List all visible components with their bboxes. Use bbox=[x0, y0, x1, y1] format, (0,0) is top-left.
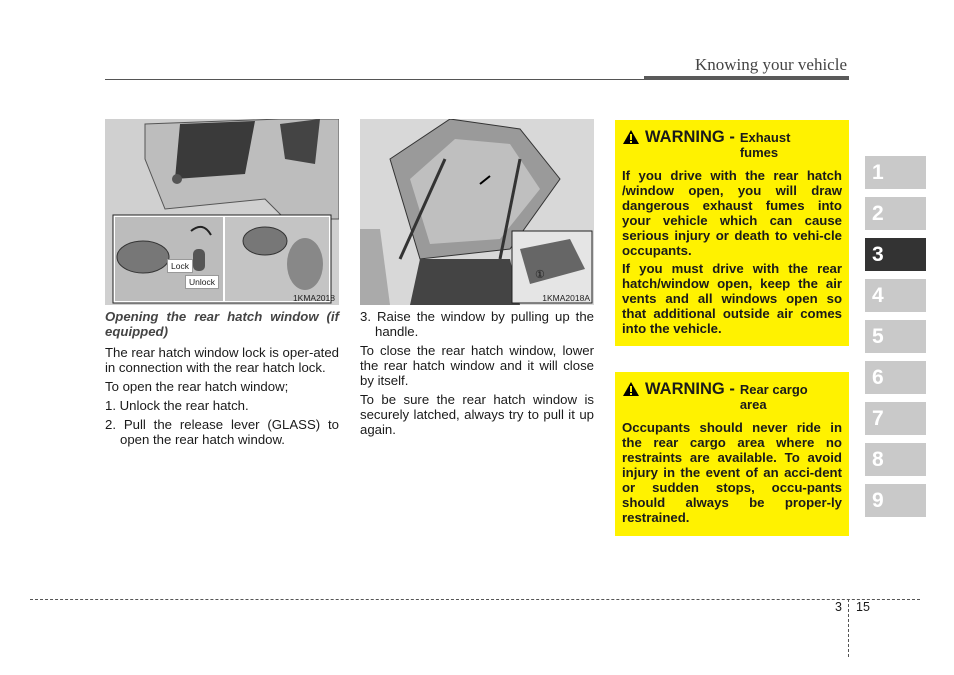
warning-paragraph: Occupants should never ride in the rear cargo area where no restraints are available. To avoid injury in the event of an acci-dent or sudden stops, occu-pants should always be proper-ly restrained. bbox=[622, 420, 842, 525]
figure-rear-hatch-lock bbox=[105, 119, 339, 305]
warning-paragraph: If you drive with the rear hatch /window open, you will draw dangerous exhaust fumes into your vehicle which can cause serious injury or death to vehi-cle occupants. bbox=[622, 168, 842, 258]
chapter-tab-8[interactable]: 8 bbox=[865, 443, 926, 476]
footer-page-number: 15 bbox=[856, 600, 870, 614]
chapter-tab-1[interactable]: 1 bbox=[865, 156, 926, 189]
lock-label: Lock bbox=[167, 259, 193, 273]
chapter-tab-9[interactable]: 9 bbox=[865, 484, 926, 517]
warning-subtitle: Rear cargo area bbox=[739, 382, 808, 412]
warning-label: WARNING - bbox=[645, 380, 735, 398]
footer-rule bbox=[30, 599, 920, 600]
warning-box-exhaust bbox=[615, 120, 849, 346]
column-1 bbox=[105, 309, 339, 451]
section-heading: Opening the rear hatch window (if equipped) bbox=[105, 309, 339, 339]
warning-title bbox=[622, 380, 842, 412]
warning-paragraph: If you must drive with the rear hatch/window open, keep the air vents and all windows open so that additional outside air comes into the vehicle. bbox=[622, 261, 842, 336]
chapter-tab-6[interactable]: 6 bbox=[865, 361, 926, 394]
unlock-label: Unlock bbox=[185, 275, 219, 289]
chapter-tab-5[interactable]: 5 bbox=[865, 320, 926, 353]
callout-marker: ① bbox=[535, 269, 545, 281]
chapter-tab-4[interactable]: 4 bbox=[865, 279, 926, 312]
rear-hatch-illustration bbox=[105, 119, 339, 305]
warning-box-cargo bbox=[615, 372, 849, 536]
column-2 bbox=[360, 309, 594, 441]
raise-window-illustration bbox=[360, 119, 594, 305]
warning-subtitle: Exhaust fumes bbox=[739, 130, 791, 160]
step-2: 2. Pull the release lever (GLASS) to open the rear hatch window. bbox=[105, 417, 339, 447]
warning-title bbox=[622, 128, 842, 160]
paragraph: To be sure the rear hatch window is securely latched, always try to pull it up again. bbox=[360, 392, 594, 437]
paragraph: To open the rear hatch window; bbox=[105, 379, 289, 394]
page-header-title: Knowing your vehicle bbox=[694, 55, 847, 74]
step-3: 3. Raise the window by pulling up the handle. bbox=[360, 309, 594, 339]
paragraph: The rear hatch window lock is oper-ated in connection with the rear hatch lock. bbox=[105, 345, 339, 375]
header-accent-bar bbox=[644, 76, 849, 80]
chapter-tab-3[interactable]: 3 bbox=[865, 238, 926, 271]
warning-label: WARNING - bbox=[645, 128, 735, 146]
figure-raise-window bbox=[360, 119, 594, 305]
figure-code: 1KMA2018A bbox=[542, 293, 590, 303]
warning-triangle-icon bbox=[622, 381, 640, 397]
footer-chapter-number: 3 bbox=[835, 600, 842, 614]
chapter-tab-7[interactable]: 7 bbox=[865, 402, 926, 435]
chapter-tab-2[interactable]: 2 bbox=[865, 197, 926, 230]
paragraph: To close the rear hatch window, lower the rear hatch window and it will close by itself. bbox=[360, 343, 594, 388]
chapter-tabs bbox=[865, 156, 926, 525]
warning-triangle-icon bbox=[622, 129, 640, 145]
step-1: 1. Unlock the rear hatch. bbox=[105, 398, 249, 413]
figure-code: 1KMA2018 bbox=[292, 293, 335, 303]
footer-divider bbox=[848, 599, 849, 657]
